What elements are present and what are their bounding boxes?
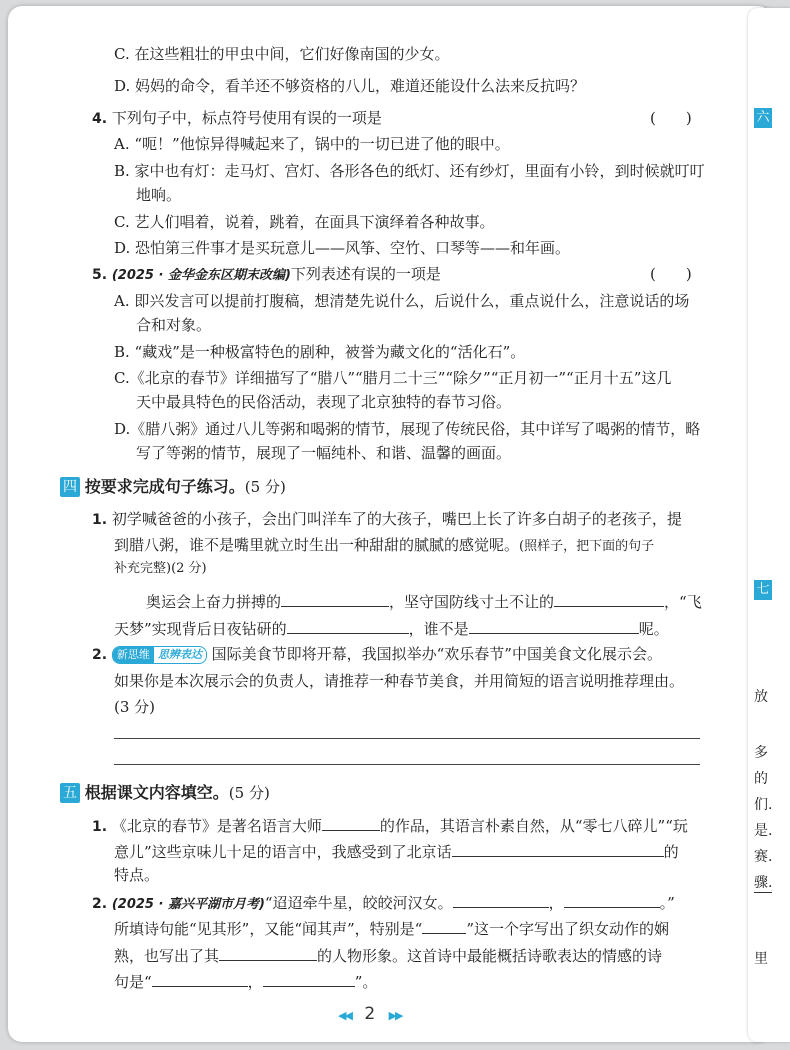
s4-item1-text1: 初学喊爸爸的小孩子，会出门叫洋车了的大孩子，嘴巴上长了许多白胡子的老孩子，提 [111, 510, 682, 528]
s4-item2-text1: 国际美食节即将开幕，我国拟举办“欢乐春节”中国美食文化展示会。 [211, 645, 662, 663]
section-5-header [60, 782, 270, 803]
s5-item2-text1-end: 。” [659, 894, 675, 912]
answer-line-1[interactable] [114, 738, 700, 739]
q5-option-a-line1: A. 即兴发言可以提前打腹稿，想清楚先说什么，后说什么，重点说什么，注意说话的场 [114, 292, 690, 310]
s5-item2-comma2: ， [247, 973, 263, 991]
s4-blank-1[interactable] [281, 590, 389, 607]
next-page-edge [748, 8, 790, 1042]
s4-fill-text-c: ，“飞 [664, 593, 702, 611]
s5-item1-number: 1. [92, 819, 108, 835]
next-page-fragment: 多 [754, 745, 768, 761]
s4-fill-text-d: 天梦”实现背后日夜钻研的 [114, 620, 287, 638]
next-page-section-6-badge: 六 [754, 108, 772, 128]
q5-option-a-line2: 合和对象。 [136, 316, 212, 334]
q5-answer-paren: ( ) [650, 265, 692, 283]
next-page-fragment: 们. [754, 797, 773, 813]
s5-item2-number: 2. [92, 896, 108, 912]
s5-item2-line3 [114, 944, 662, 966]
s5-item2-comma: ， [548, 894, 564, 912]
s4-item1-fill-line2 [114, 617, 669, 639]
q5-option-d-line1: D.《腊八粥》通过八儿等粥和喝粥的情节，展现了传统民俗，其中详写了喝粥的情节，略 [114, 420, 701, 438]
s4-item1-number: 1. [92, 512, 108, 528]
q4-option-b-line2: 地响。 [136, 186, 182, 204]
s5-item1-text2: 的作品，其语言朴素自然，从“零七八碎儿”“玩 [379, 817, 688, 835]
q5-number: 5. [92, 267, 108, 283]
tag-critical-expression: 思辨表达 [157, 648, 202, 661]
q4-stem-line [92, 108, 382, 129]
s5-item1-text4: 的 [663, 843, 679, 861]
s4-fill-text-f: 呢。 [638, 620, 669, 638]
s4-blank-2[interactable] [554, 590, 664, 607]
section-4-score: (5 分) [244, 478, 286, 496]
q4-stem: 下列句子中，标点符号使用有误的一项是 [111, 109, 382, 127]
tag-new-thinking: 新思维 [113, 647, 154, 663]
section-4-header [60, 476, 286, 497]
next-page-fragment: 骤. [754, 872, 772, 893]
q4-answer-paren: ( ) [650, 109, 692, 127]
s4-fill-text-a: 奥运会上奋力拼搏的 [146, 593, 282, 611]
next-page-fragment: 是. [754, 823, 773, 839]
q3-option-c: C. 在这些粗壮的甲虫中间，它们好像南国的少女。 [114, 45, 450, 63]
s4-blank-3[interactable] [287, 617, 409, 634]
s5-blank-feature[interactable] [452, 840, 664, 857]
answer-line-2[interactable] [114, 764, 700, 765]
next-page-fragment: 放 [754, 689, 768, 705]
s4-fill-text-b: ，坚守国防线寸土不让的 [389, 593, 555, 611]
s4-item1-line3: 补充完整)(2 分) [114, 561, 207, 576]
page-navigator [338, 1004, 401, 1024]
q4-option-c: C. 艺人们唱着，说着，跳着，在面具下演绎着各种故事。 [114, 213, 495, 231]
q4-option-d: D. 恐怕第三件事才是买玩意儿——风筝、空竹、口琴等——和年画。 [114, 239, 571, 257]
next-page-section-7-badge: 七 [754, 580, 772, 600]
s5-item1-text3: 意儿”这些京味儿十足的语言中，我感受到了北京话 [114, 843, 452, 861]
q5-option-c-line1: C.《北京的春节》详细描写了“腊八”“腊月二十三”“除夕”“正月初一”“正月十五”这几 [114, 369, 672, 387]
s5-item1-text1: 《北京的春节》是著名语言大师 [111, 817, 322, 835]
s5-blank-poem-2[interactable] [564, 891, 660, 908]
section-4-title: 按要求完成句子练习。 [84, 477, 245, 496]
s5-item2-line2 [114, 917, 669, 939]
s5-item1-line2 [114, 840, 679, 862]
next-page-fragment: 里 [754, 951, 768, 967]
next-page-fragment: 赛. [754, 849, 773, 865]
s4-item2-line2: 如果你是本次展示会的负责人，请推荐一种春节美食，并用简短的语言说明推荐理由。 [114, 672, 685, 690]
s4-item1-instruction: (照样子，把下面的句子 [519, 539, 655, 554]
s5-item2-text6: 句是“ [114, 973, 152, 991]
section-5-score: (5 分) [228, 784, 270, 802]
s5-item1-line1 [92, 814, 688, 837]
s4-item2-line1 [92, 644, 662, 665]
s4-item1-text2: 到腊八粥，谁不是嘴里就立时生出一种甜甜的腻腻的感觉呢。 [114, 536, 520, 554]
page-number: 2 [364, 1004, 376, 1024]
s5-item2-source: (2025 · 嘉兴平湖市月考) [111, 897, 265, 912]
s5-item2-text3: ”这一个字写出了织女动作的娴 [466, 920, 670, 938]
s5-item1-line3: 特点。 [114, 866, 160, 884]
q5-option-c-line2: 天中最具特色的民俗活动，表现了北京独特的春节习俗。 [136, 393, 512, 411]
s5-item2-text2: 所填诗句能“见其形”，又能“闻其声”，特别是“ [114, 920, 423, 938]
q5-stem: 下列表述有误的一项是 [290, 265, 441, 283]
section-5-title: 根据课文内容填空。 [84, 783, 229, 802]
s5-item2-text7: ”。 [354, 973, 378, 991]
s4-item1-fill-line1 [146, 590, 702, 612]
s5-item2-text4: 熟，也写出了其 [114, 947, 220, 965]
s5-blank-emotion-2[interactable] [263, 970, 355, 987]
q5-source: (2025 · 金华金东区期末改编) [111, 268, 291, 283]
s5-blank-poem-1[interactable] [453, 891, 549, 908]
s5-blank-emotion-1[interactable] [152, 970, 248, 987]
s5-blank-image[interactable] [219, 944, 317, 961]
s5-item2-line4 [114, 970, 377, 992]
q3-option-d: D. 妈妈的命令，看羊还不够资格的八儿，难道还能设什么法来反抗吗？ [114, 77, 586, 95]
s4-blank-4[interactable] [469, 617, 639, 634]
workbook-page [8, 6, 772, 1042]
q5-option-b: B. “藏戏”是一种极富特色的剧种，被誉为藏文化的“活化石”。 [114, 343, 526, 361]
s5-blank-author[interactable] [322, 814, 380, 831]
s5-blank-char[interactable] [422, 917, 466, 934]
section-4-badge: 四 [60, 477, 80, 497]
q4-option-b-line1: B. 家中也有灯：走马灯、宫灯、各形各色的纸灯、还有纱灯，里面有小铃，到时候就叮叮 [114, 162, 705, 180]
s5-item2-line1 [92, 891, 675, 915]
section-5-badge: 五 [60, 783, 80, 803]
s5-item2-text1: “迢迢牵牛星，皎皎河汉女。 [264, 894, 453, 912]
s4-item1-line1 [92, 509, 682, 530]
s4-item2-number: 2. [92, 647, 108, 663]
next-page-fragment: 的 [754, 771, 768, 787]
q5-option-d-line2: 写了等粥的情节，展现了一幅纯朴、和谐、温馨的画面。 [136, 444, 512, 462]
s4-fill-text-e: ，谁不是 [408, 620, 469, 638]
next-page-arrows[interactable]: ▶▶ [388, 1009, 402, 1022]
q4-number: 4. [92, 111, 108, 127]
q5-stem-line [92, 264, 441, 286]
s5-item2-text5: 的人物形象。这首诗中最能概括诗歌表达的情感的诗 [317, 947, 663, 965]
s4-item2-line3: (3 分) [114, 698, 156, 716]
s4-item1-line2 [114, 535, 654, 557]
prev-page-arrows[interactable]: ◀◀ [338, 1009, 351, 1022]
new-thinking-tag [112, 646, 207, 664]
q4-option-a: A. “呃！”他惊异得喊起来了，锅中的一切已进了他的眼中。 [114, 135, 510, 153]
